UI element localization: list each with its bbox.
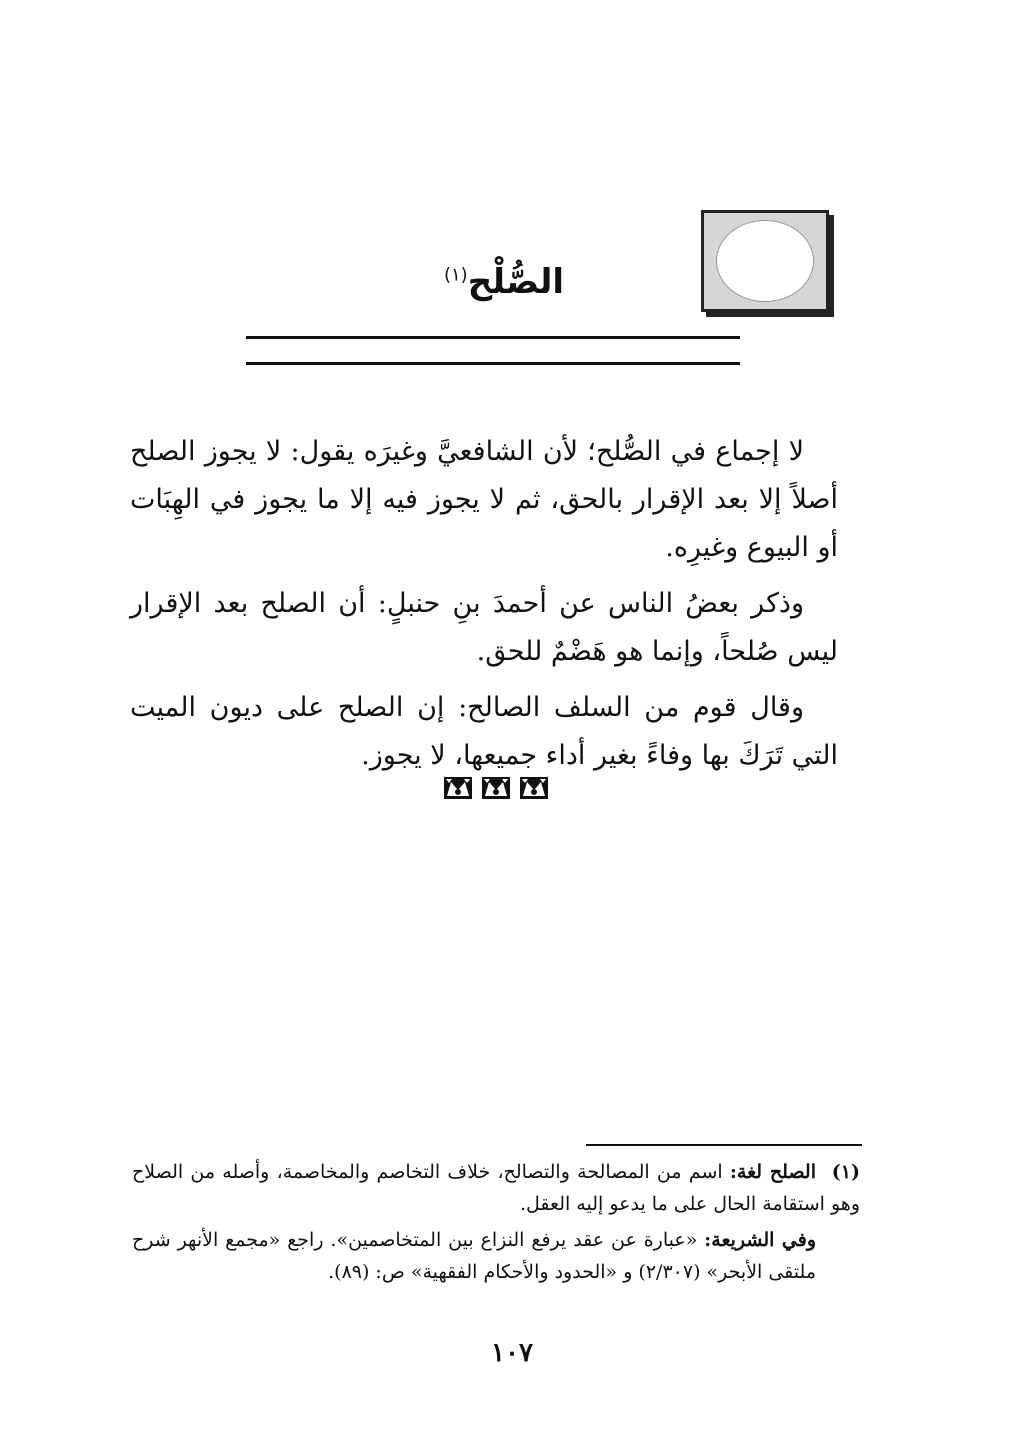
paragraph: وذكر بعضُ الناس عن أحمدَ بنِ حنبلٍ: أن الصلح بعد الإقرار ليس صُلحاً، وإنما هو هَضْمٌ للحق. (130, 588, 838, 667)
footnote-term: وفي الشريعة: (704, 1229, 816, 1251)
paragraph: وقال قوم من السلف الصالح: إن الصلح على ديون الميت التي تَرَكَ بها وفاءً بغير أداء جميعها، لا يجوز. (130, 692, 838, 771)
title-footnote-ref: (١) (443, 264, 468, 286)
footnote-term: الصلح لغة: (729, 1161, 816, 1183)
chapter-title (444, 262, 564, 302)
chapter-title-text: الصُّلْح (467, 262, 564, 302)
section-end-ornament (436, 776, 556, 802)
title-rule-bottom (246, 362, 740, 365)
paragraph: لا إجماع في الصُّلح؛ لأن الشافعيَّ وغيرَه يقول: لا يجوز الصلح أصلاً إلا بعد الإقرار بالحق، ثم لا يجوز فيه إلا ما يجوز في الهِبَات أو البيوع وغيرِه. (130, 436, 838, 563)
chapter-emblem (701, 210, 829, 312)
footnotes (132, 1156, 860, 1292)
emblem-circle (716, 220, 814, 302)
footnote-definition: اسم من المصالحة والتصالح، خلاف التخاصم والمخاصمة، وأصله من الصلاح وهو استقامة الحال على ما يدعو إليه العقل. (132, 1161, 860, 1215)
ornament-icon (481, 776, 511, 800)
ornament-icon (519, 776, 549, 800)
title-rule-top (246, 336, 740, 339)
footnote-1-continued (132, 1224, 860, 1288)
body-text (130, 428, 838, 788)
footnote-1 (132, 1156, 860, 1220)
ornament-icon (443, 776, 473, 800)
footnote-number: (١) (831, 1161, 860, 1183)
footnote-separator (586, 1144, 862, 1146)
page-number: ١٠٧ (491, 1338, 533, 1368)
footnote-definition: «عبارة عن عقد يرفع النزاع بين المتخاصمين». راجع «مجمع الأنهر شرح ملتقى الأبحر» (٢/٣٠٧) و «الحدود والأحكام الفقهية» ص: (٨٩). (132, 1229, 816, 1283)
